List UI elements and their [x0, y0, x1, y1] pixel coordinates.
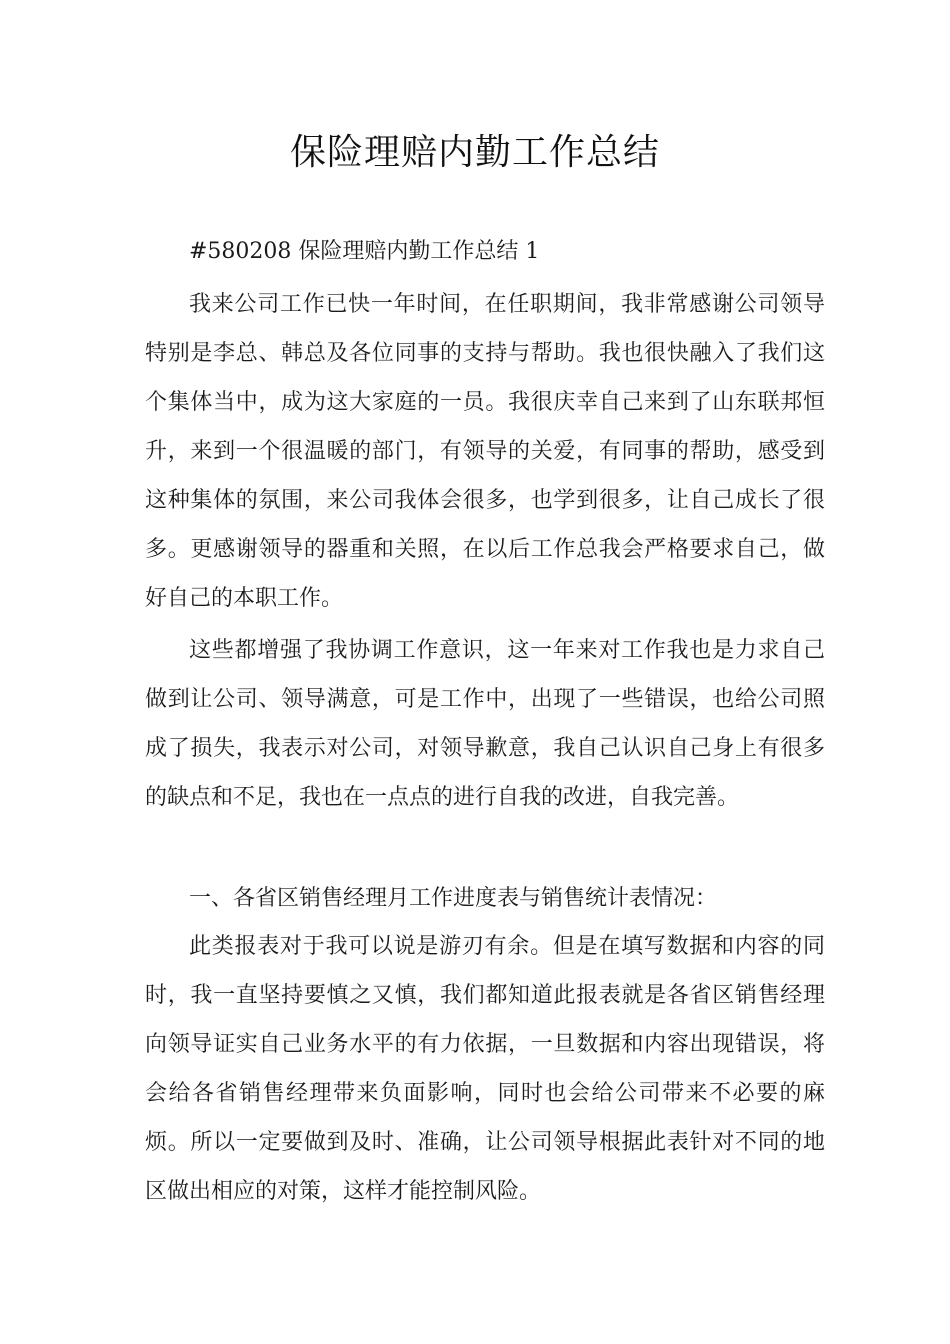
- paragraph: 这些都增强了我协调工作意识，这一年来对工作我也是力求自己做到让公司、领导满意，可是工作中，出现了一些错误，也给公司照成了损失，我表示对公司，对领导歉意，我自己认识自己身上有很多的缺点和不足，我也在一点点的进行自我的改进，自我完善。: [145, 638, 825, 810]
- document-id-line: #580208 保险理赔内勤工作总结 1: [189, 239, 540, 264]
- section-heading: 一、各省区销售经理月工作进度表与销售统计表情况：: [189, 886, 718, 911]
- paragraph: 我来公司工作已快一年时间，在任职期间，我非常感谢公司领导特别是李总、韩总及各位同事的支持与帮助。我也很快融入了我们这个集体当中，成为这大家庭的一员。我很庆幸自己来到了山东联邦恒升，来到一个很温暖的部门，有领导的关爱，有同事的帮助，感受到这种集体的氛围，来公司我体会很多，也学到很多，让自己成长了很多。更感谢领导的器重和关照，在以后工作总我会严格要求自己，做好自己的本职工作。: [145, 292, 825, 611]
- paragraph-2-block: [145, 626, 825, 822]
- paragraph: 此类报表对于我可以说是游刃有余。但是在填写数据和内容的同时，我一直坚持要慎之又慎，我们都知道此报表就是各省区销售经理向领导证实自己业务水平的有力依据，一旦数据和内容出现错误，将会给各省销售经理带来负面影响，同时也会给公司带来不必要的麻烦。所以一定要做到及时、准确，让公司领导根据此表针对不同的地区做出相应的对策，这样才能控制风险。: [145, 934, 825, 1204]
- paragraph-1-block: [145, 280, 825, 623]
- document-title: 保险理赔内勤工作总结: [289, 132, 660, 173]
- section-paragraph-block: [145, 922, 825, 1216]
